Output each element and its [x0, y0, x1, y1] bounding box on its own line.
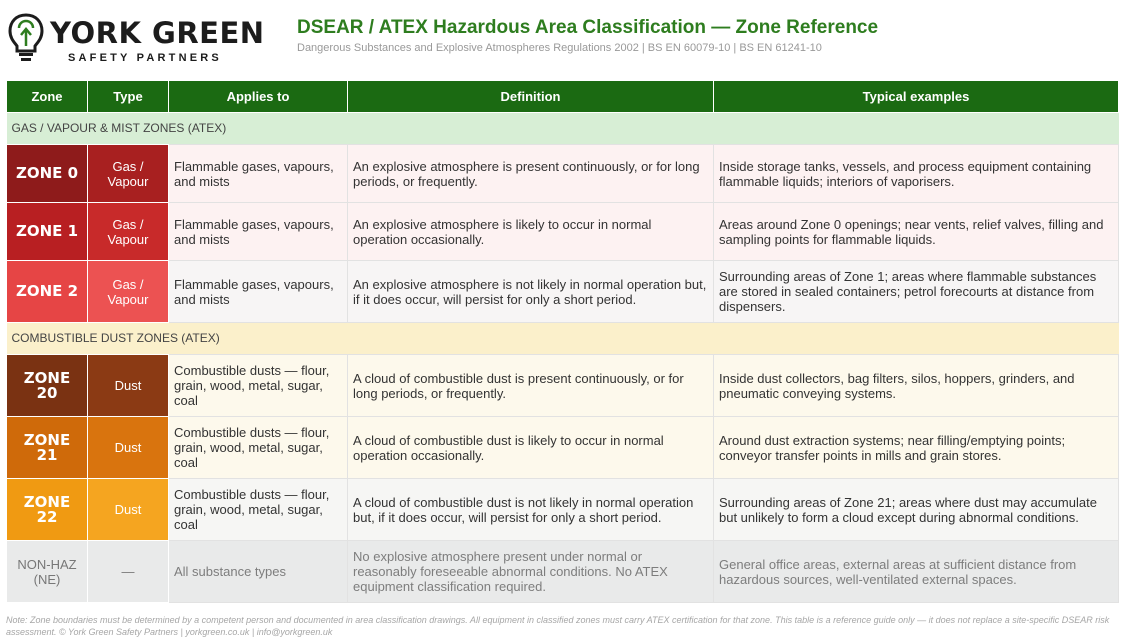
table-row [7, 417, 1119, 479]
applies-to-cell: Flammable gases, vapours, and mists [169, 145, 348, 203]
table-row [7, 355, 1119, 417]
applies-to-cell: Combustible dusts — flour, grain, wood, metal, sugar, coal [169, 417, 348, 479]
type-cell: — [88, 541, 169, 603]
table-row [7, 479, 1119, 541]
column-header-type: Type [88, 81, 169, 113]
brand-name: YORK GREEN [50, 16, 265, 50]
definition-cell: An explosive atmosphere is likely to occur in normal operation occasionally. [348, 203, 714, 261]
table-row [7, 145, 1119, 203]
lightbulb-icon [6, 12, 46, 64]
page-header [0, 0, 1123, 78]
examples-cell: Inside storage tanks, vessels, and process equipment containing flammable liquids; interiors of vaporisers. [714, 145, 1119, 203]
type-cell: Dust [88, 479, 169, 541]
type-cell: Gas / Vapour [88, 261, 169, 323]
examples-cell: Surrounding areas of Zone 1; areas where flammable substances are stored in sealed containers; petrol forecourts at distance from dispensers. [714, 261, 1119, 323]
definition-cell: No explosive atmosphere present under normal or reasonably foreseeable abnormal conditions. No ATEX equipment classification required. [348, 541, 714, 603]
section-label: COMBUSTIBLE DUST ZONES (ATEX) [7, 323, 1119, 355]
definition-cell: An explosive atmosphere is not likely in normal operation but, if it does occur, will persist for only a short period. [348, 261, 714, 323]
column-header-examples: Typical examples [714, 81, 1119, 113]
section-row-dust [7, 323, 1119, 355]
table-row-nonhaz [7, 541, 1119, 603]
applies-to-cell: All substance types [169, 541, 348, 603]
applies-to-cell: Flammable gases, vapours, and mists [169, 203, 348, 261]
examples-cell: Surrounding areas of Zone 21; areas where dust may accumulate but unlikely to form a cloud except during abnormal conditions. [714, 479, 1119, 541]
zone-cell: ZONE 1 [7, 203, 88, 261]
table-header-row [7, 81, 1119, 113]
zone-cell: ZONE 21 [7, 417, 88, 479]
type-cell: Dust [88, 355, 169, 417]
zone-cell: ZONE 22 [7, 479, 88, 541]
column-header-applies-to: Applies to [169, 81, 348, 113]
column-header-zone: Zone [7, 81, 88, 113]
applies-to-cell: Flammable gases, vapours, and mists [169, 261, 348, 323]
footnote: Note: Zone boundaries must be determined by a competent person and documented in area classification drawings. All equipment in classified zones must carry ATEX certification for that zone. This table is a reference guide only — it does not replace a site-specific DSEAR risk assessment. © York Green Safety Partners | yorkgreen.co.uk | info@yorkgreen.uk [6, 615, 1110, 637]
examples-cell: Inside dust collectors, bag filters, silos, hoppers, grinders, and pneumatic conveying systems. [714, 355, 1119, 417]
zone-cell: ZONE 0 [7, 145, 88, 203]
definition-cell: A cloud of combustible dust is likely to occur in normal operation occasionally. [348, 417, 714, 479]
section-row-gas [7, 113, 1119, 145]
examples-cell: Around dust extraction systems; near filling/emptying points; conveyor transfer points in mills and grain stores. [714, 417, 1119, 479]
table-row [7, 261, 1119, 323]
zone-cell: NON-HAZ (NE) [7, 541, 88, 603]
examples-cell: General office areas, external areas at sufficient distance from hazardous sources, well-ventilated external spaces. [714, 541, 1119, 603]
examples-cell: Areas around Zone 0 openings; near vents, relief valves, filling and sampling points for flammable liquids. [714, 203, 1119, 261]
brand-tagline: SAFETY PARTNERS [68, 52, 222, 64]
type-cell: Gas / Vapour [88, 203, 169, 261]
applies-to-cell: Combustible dusts — flour, grain, wood, metal, sugar, coal [169, 479, 348, 541]
page-title: DSEAR / ATEX Hazardous Area Classification — Zone Reference [297, 17, 879, 38]
column-header-definition: Definition [348, 81, 714, 113]
zone-cell: ZONE 20 [7, 355, 88, 417]
definition-cell: An explosive atmosphere is present continuously, or for long periods, or frequently. [348, 145, 714, 203]
type-cell: Gas / Vapour [88, 145, 169, 203]
type-cell: Dust [88, 417, 169, 479]
section-label: GAS / VAPOUR & MIST ZONES (ATEX) [7, 113, 1119, 145]
page-subtitle: Dangerous Substances and Explosive Atmospheres Regulations 2002 | BS EN 60079-10 | BS EN 61241-10 [297, 42, 822, 54]
definition-cell: A cloud of combustible dust is not likely in normal operation but, if it does occur, will persist for only a short period. [348, 479, 714, 541]
zone-cell: ZONE 2 [7, 261, 88, 323]
table-row [7, 203, 1119, 261]
applies-to-cell: Combustible dusts — flour, grain, wood, metal, sugar, coal [169, 355, 348, 417]
zone-reference-table [6, 80, 1119, 603]
brand-logo [6, 12, 276, 68]
definition-cell: A cloud of combustible dust is present continuously, or for long periods, or frequently. [348, 355, 714, 417]
